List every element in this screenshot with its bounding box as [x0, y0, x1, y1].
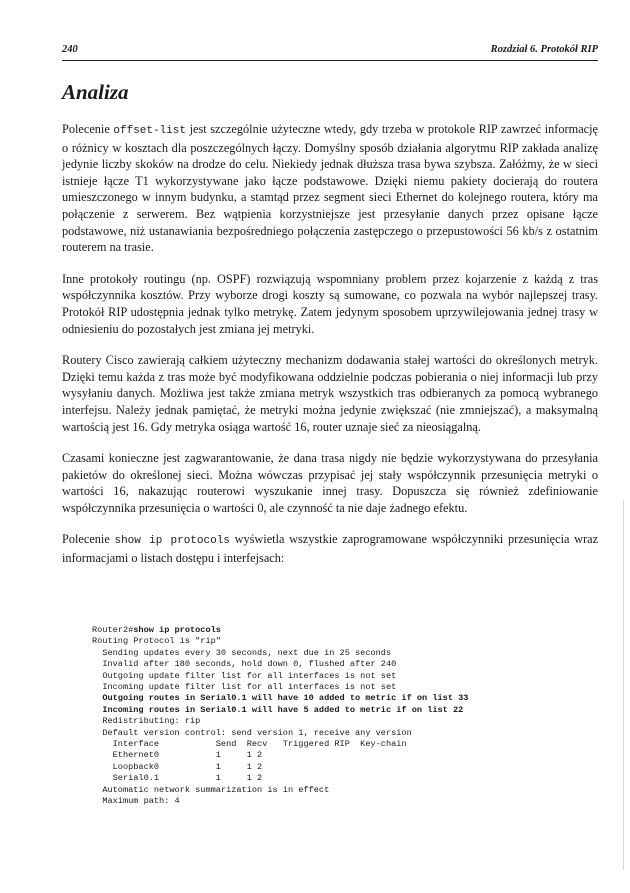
code-line: Routing Protocol is "rip" [92, 636, 221, 647]
code-line: Incoming routes in Serial0.1 will have 5 added to metric if on list 22 [92, 704, 464, 715]
code-line: Loopback0 1 1 2 [92, 761, 263, 772]
code-line: Ethernet0 1 1 2 [92, 750, 263, 761]
code-line: Incoming update filter list for all interfaces is not set [92, 682, 397, 693]
code-line: Serial0.1 1 1 2 [92, 773, 263, 784]
header-rule [62, 60, 598, 61]
body-text [62, 121, 598, 582]
code-line: Invalid after 180 seconds, hold down 0, flushed after 240 [92, 659, 397, 670]
code-line: Maximum path: 4 [92, 796, 180, 807]
inline-code: show ip protocols [114, 535, 230, 548]
paragraph: Polecenie offset-list jest szczególnie użyteczne wtedy, gdy trzeba w protokole RIP zawrzeć informację o różnicy w kosztach dla poszczególnych łączy. Domyślny sposób działania algorytmu RIP zakłada analizę jedynie liczby skoków na drodze do celu. Niekiedy jednak dłuższa trasa bywa szybsza. Załóżmy, że w sieci istnieje łącze T1 wykorzystywane jako łącze podstawowe. Dzięki niemu pakiety docierają do routera umieszczonego w innym budynku, a stamtąd przez segment sieci Ethernet do kolejnego routera, który ma połączenie z serwerem. Bez wątpienia korzystniejsze jest przesyłanie danych przez opisane łącze podstawowe, niż ustanawiania bezpośredniego połączenia zastępczego o przepustowości 56 kb/s z ostatnim routerem na trasie. [62, 122, 599, 255]
page-number: 240 [62, 44, 78, 55]
section-title: Analiza [62, 80, 129, 104]
code-line: Automatic network summarization is in effect [92, 784, 330, 795]
code-line: Router2#show ip protocols [92, 625, 221, 635]
code-line: Sending updates every 30 seconds, next due in 25 seconds [92, 647, 392, 658]
paragraph: Routery Cisco zawierają całkiem użyteczny mechanizm dodawania stałej wartości do określonych metryk. Dzięki temu każda z tras może być modyfikowana oddzielnie podczas pobierania o niej informacji lub przy wysyłaniu danych. Możliwa jest także zmiana metryk wszystkich tras odbieranych za pomocą wybranego interfejsu. Należy jednak pamiętać, że metryki można jedynie zwiększać (nie zmniejszać), a maksymalną wartością jest 16. Gdy metryka osiąga wartość 16, router uznaje sieć za nieosiągalną. [62, 353, 598, 434]
code-line: Redistributing: rip [92, 716, 201, 727]
chapter-title: Rozdział 6. Protokół RIP [490, 44, 598, 55]
code-listing [92, 625, 602, 808]
code-line: Interface Send Recv Triggered RIP Key-chain [92, 739, 407, 750]
code-line: Outgoing update filter list for all interfaces is not set [92, 670, 397, 681]
paragraph: Czasami konieczne jest zagwarantowanie, że dana trasa nigdy nie będzie wykorzystywana do przesyłania pakietów do określonej sieci. Można wówczas przypisać jej stały współczynnik przesunięcia metryki o wartości 16, nakazując routerowi wyszukanie innej trasy. Dopuszcza się również zdefiniowanie współczynnika przesunięcia o wartości 0, ale czynność ta nie daje żadnego efektu. [62, 451, 598, 515]
paragraph: Polecenie show ip protocols wyświetla wszystkie zaprogramowane współczynniki przesunięcia wraz informacjami o listach dostępu i interfejsach: [62, 532, 599, 566]
paragraph: Inne protokoły routingu (np. OSPF) rozwiązują wspomniany problem przez kojarzenie z każdą z tras współczynnika kosztów. Przy wyborze drogi koszty są sumowane, co pozwala na wybór najlepszej trasy. Protokół RIP udostępnia jednak tylko metrykę. Zatem jedynym sposobem uprzywilejowania jednej trasy w odniesieniu do pozostałych jest zmiana jej metryki. [62, 271, 598, 336]
inline-code: offset-list [113, 125, 187, 137]
page-header [62, 44, 598, 55]
code-line: Outgoing routes in Serial0.1 will have 10 added to metric if on list 33 [92, 693, 469, 704]
code-line: Default version control: send version 1, receive any version [92, 727, 412, 738]
scan-edge [623, 500, 624, 870]
